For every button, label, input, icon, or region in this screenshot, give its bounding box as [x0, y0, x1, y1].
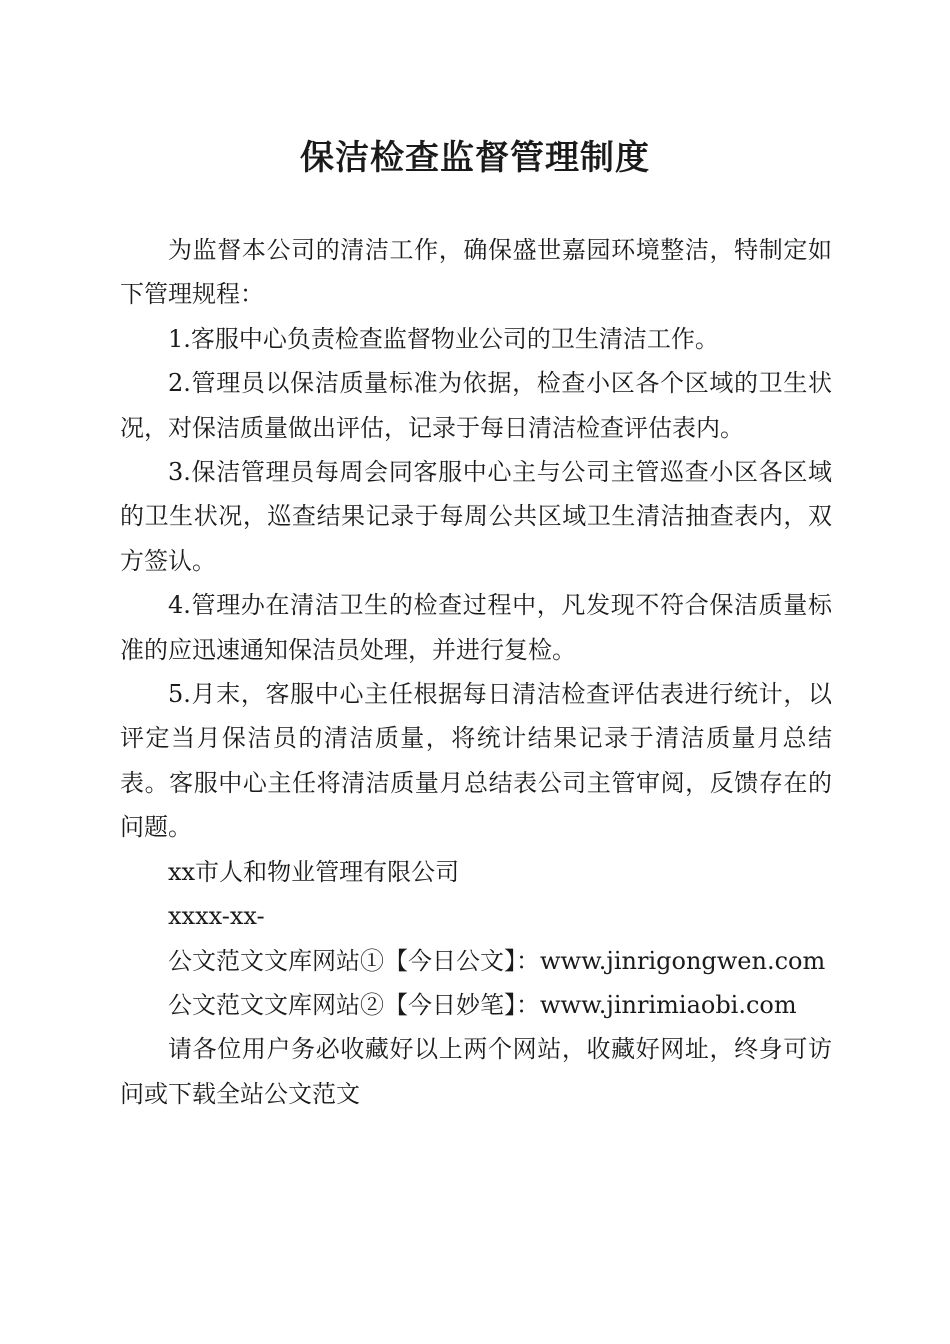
site1-label: 公文范文文库网站①【今日公文】： [168, 946, 540, 975]
notice-paragraph: 请各位用户务必收藏好以上两个网站，收藏好网址，终身可访问或下载全站公文范文 [120, 1035, 832, 1108]
document-date: xxxx-xx- [168, 902, 265, 931]
item-3: 3.保洁管理员每周会同客服中心主与公司主管巡查小区各区域的卫生状况，巡查结果记录于每周公共区域卫生清洁抽查表内，双方签认。 [120, 458, 832, 575]
item-5: 5.月末，客服中心主任根据每日清洁检查评估表进行统计，以评定当月保洁员的清洁质量，将统计结果记录于清洁质量月总结表。客服中心主任将清洁质量月总结表公司主管审阅，反馈存在的问题。 [120, 680, 832, 842]
site2-line: 公文范文文库网站②【今日妙笔】：www.jinrimiaobi.com [168, 990, 797, 1019]
item-1: 1.客服中心负责检查监督物业公司的卫生清洁工作。 [168, 324, 719, 353]
company-name: xx市人和物业管理有限公司 [168, 857, 460, 886]
site1-url: www.jinrigongwen.com [540, 946, 826, 975]
site1-line [120, 939, 832, 983]
document-title: 保洁检查监督管理制度 [300, 138, 650, 178]
intro-paragraph: 为监督本公司的清洁工作，确保盛世嘉园环境整洁，特制定如下管理规程： [120, 236, 832, 309]
document-body [120, 228, 832, 1116]
item-2: 2.管理员以保洁质量标准为依据，检查小区各个区域的卫生状况，对保洁质量做出评估，记录于每日清洁检查评估表内。 [120, 369, 832, 442]
item-4: 4.管理办在清洁卫生的检查过程中，凡发现不符合保洁质量标准的应迅速通知保洁员处理，并进行复检。 [120, 591, 832, 664]
